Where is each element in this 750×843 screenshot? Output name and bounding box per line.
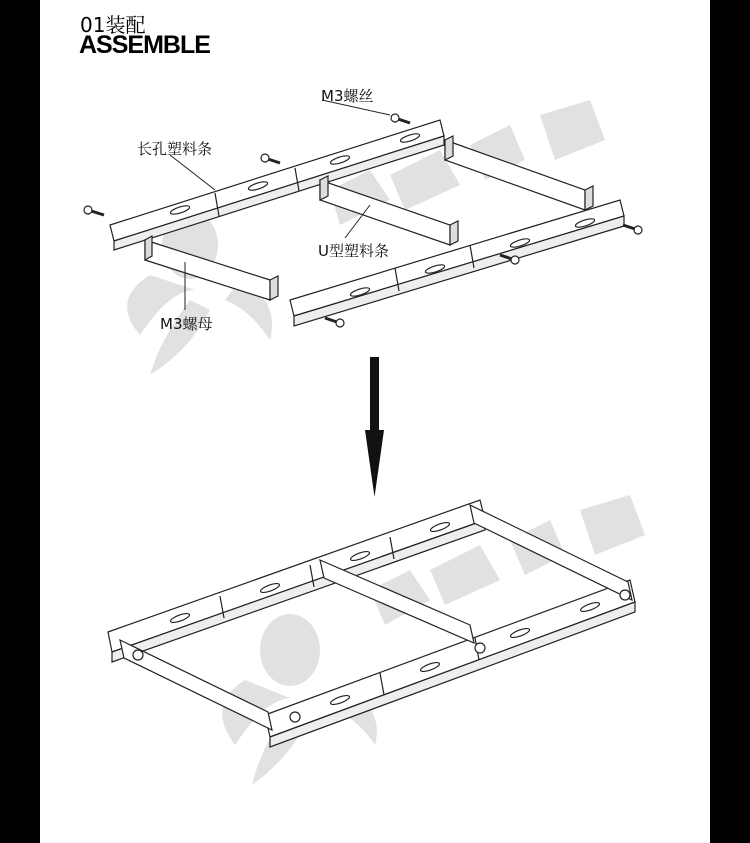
nut-callout: M3螺母 bbox=[160, 315, 213, 333]
u-strip-callout: U型塑料条 bbox=[318, 242, 389, 260]
section-number: 01装配 bbox=[80, 13, 146, 37]
long-slot-strip-callout: 长孔塑料条 bbox=[137, 140, 213, 158]
instruction-sheet bbox=[40, 0, 710, 843]
section-title: ASSEMBLE bbox=[79, 31, 210, 59]
assembled-frame-diagram bbox=[40, 0, 710, 843]
screw-callout: M3螺丝 bbox=[321, 87, 374, 105]
